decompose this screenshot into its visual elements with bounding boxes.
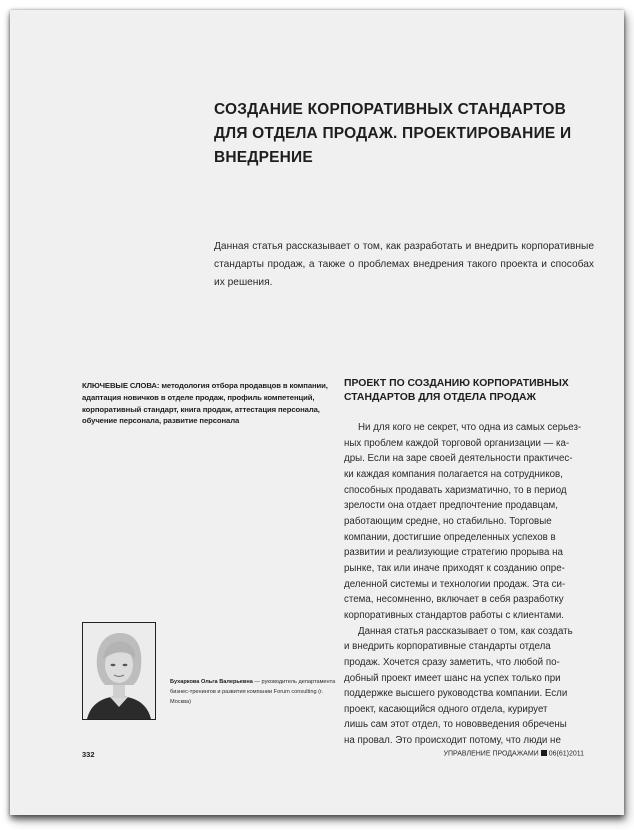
body-line: развитии и реализующие стратегию прорыва на bbox=[344, 547, 563, 559]
body-line: Данная статья рассказывает о том, как создать bbox=[358, 625, 573, 637]
body-line: на провал. Это происходит потому, что люди не bbox=[344, 735, 561, 747]
body-line: компании, достигшие определенных успехов в bbox=[344, 531, 556, 543]
body-line: Ни для кого не секрет, что одна из самых серьез- bbox=[358, 422, 582, 433]
body-line: корпоративных стандартов работы с клиентами. bbox=[344, 609, 565, 621]
issue-number: 06(61)2011 bbox=[548, 750, 584, 758]
keywords-block bbox=[82, 380, 330, 427]
title-line: СОЗДАНИЕ КОРПОРАТИВНЫХ СТАНДАРТОВ bbox=[214, 101, 567, 118]
body-line: зрелости она отдает предпочтение продавцам, bbox=[344, 500, 558, 512]
body-line: добный проект имеет шанс на успех только при bbox=[344, 672, 561, 684]
body-line: ных проблем каждой торговой организации — ка- bbox=[344, 437, 570, 449]
keywords-label: КЛЮЧЕВЫЕ СЛОВА: bbox=[82, 381, 160, 390]
title-line: ВНЕДРЕНИЕ bbox=[214, 149, 313, 166]
author-portrait-icon bbox=[83, 623, 155, 719]
title-line: ДЛЯ ОТДЕЛА ПРОДАЖ. ПРОЕКТИРОВАНИЕ И bbox=[214, 125, 572, 142]
body-line: рынке, так или иначе приходят к созданию опре- bbox=[344, 562, 565, 574]
body-line: проект, касающийся одного отдела, курирует bbox=[344, 703, 548, 715]
article-body bbox=[344, 420, 588, 749]
author-caption bbox=[170, 677, 340, 707]
article-title bbox=[214, 98, 604, 170]
body-line: дры. Если на заре своей деятельности практичес- bbox=[344, 453, 573, 465]
author-name: Бухаркова Ольга Валерьевна bbox=[170, 679, 253, 685]
section-heading-line: ПРОЕКТ ПО СОЗДАНИЮ КОРПОРАТИВНЫХ bbox=[344, 378, 569, 389]
body-line: ки каждая компания полагается на сотрудников, bbox=[344, 468, 563, 480]
author-description: — руководитель департамента бизнес-тренингов и развития компании Forum consulting (г. Москва) bbox=[170, 679, 336, 705]
body-line: лишь сам этот отдел, то нововведения обречены bbox=[344, 719, 567, 731]
section-heading bbox=[344, 377, 594, 404]
footer-magazine bbox=[444, 750, 584, 758]
body-line: поддержке высшего руководства компании. Если bbox=[344, 688, 568, 700]
body-line: работающим средне, но стабильно. Торговые bbox=[344, 515, 552, 527]
body-line: и внедрить корпоративные стандарты отдела bbox=[344, 641, 551, 653]
body-line: продаж. Хочется сразу заметить, что любой по- bbox=[344, 656, 560, 668]
square-separator-icon bbox=[541, 750, 547, 756]
body-line: способных продавать харизматично, то в период bbox=[344, 484, 567, 496]
body-line: деленной системы и технологии продаж. Эта си- bbox=[344, 578, 566, 590]
body-line: стема, несомненно, включает в себя разработку bbox=[344, 594, 564, 606]
keywords-text: методология отбора продавцов в компании, адаптация новичков в отделе продаж, профиль компетенций, корпоративный стандарт, книга продаж, аттестация персонала, обучение персонала, развитие персонала bbox=[82, 381, 328, 426]
article-lead: Данная статья рассказывает о том, как разработать и внедрить корпоративные стандарты продаж, а также о проблемах внедрения такого проекта и способах их решения. bbox=[214, 241, 594, 288]
magazine-page bbox=[10, 10, 624, 815]
section-heading-line: СТАНДАРТОВ ДЛЯ ОТДЕЛА ПРОДАЖ bbox=[344, 391, 536, 403]
page-number: 332 bbox=[82, 750, 95, 759]
magazine-name: УПРАВЛЕНИЕ ПРОДАЖАМИ bbox=[443, 750, 539, 758]
author-photo bbox=[82, 622, 156, 720]
